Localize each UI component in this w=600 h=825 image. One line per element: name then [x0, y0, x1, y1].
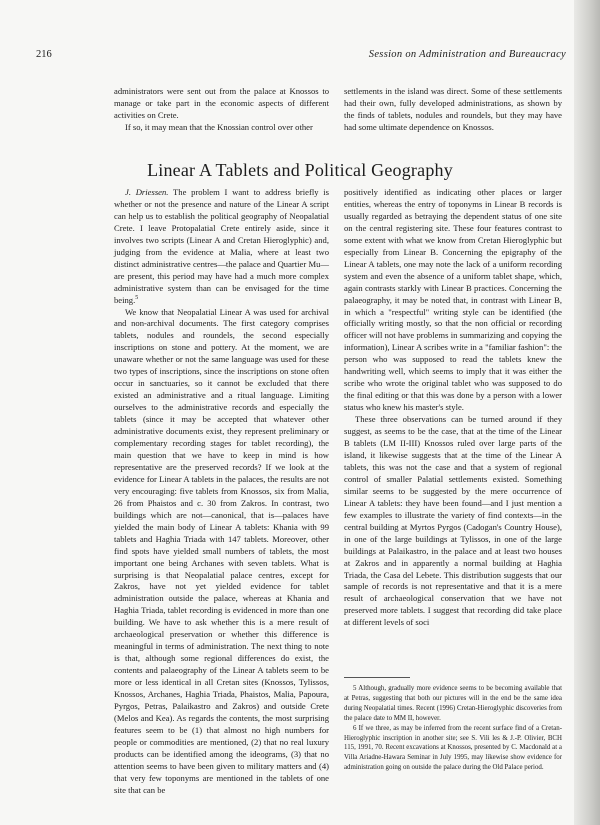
page-number: 216 — [36, 49, 52, 60]
section-heading: Linear A Tablets and Political Geography — [147, 160, 453, 180]
top-right-column — [344, 86, 562, 134]
paragraph — [114, 187, 329, 307]
running-title: Session on Administration and Bureaucracy — [368, 49, 566, 60]
footnote: 6 If we three, as may be inferred from the recent surface find of a Cretan-Hieroglyphic inscription in another site; see S. Vili les & J.-P. Olivier, BCH 115, 1991, 70. Recent excavations at Knossos, presented by C. Macdonald at a Villa Ariadne-Hawara Seminar in July 1995, may likewise show evidence for administration going on outside the palace during the Old Palace period. — [344, 724, 562, 772]
footnote: 5 Although, gradually more evidence seems to be becoming available that at Petras, suggesting that both our pictures will in the end be the same idea during Neopalatial times. Recent (1996) Cretan-Hieroglyphic discoveries from the palace date to MM II, however. — [344, 685, 562, 722]
page-gutter-shadow — [574, 0, 600, 825]
paragraph: These three observations can be turned around if they suggest, as seems to be the case, that at the time of the Linear B tablets (LM II-III) Knossos ruled over large parts of the island, it likewise suggests that at the time of the Linear A tablets, this was not the case and that a system of regional control of smaller Palatial settlements existed. Something similar seems to be suggested by the mere occurrence of Linear A tablets: they have been found—and I just mention a few examples to illustrate the variety of find contexts—in the central building at Myrtos Pyrgos (Cadogan's Country House), in one of the large buildings at Tylissos, in one of the large buildings at Palaikastro, in the palace and at least two houses at Zakros and in apparently a normal building at Haghia Triada, the Casa del Lebete. This distribution suggests that our sample of records is not representative and that it is a mere result of archaeological conservation that we have not preserved more tablets. I suggest that recording did take place at different levels of soci — [344, 414, 562, 628]
paragraph: If so, it may mean that the Knossian control over other — [125, 121, 313, 132]
footnote-divider — [344, 677, 410, 678]
paragraph: administrators were sent out from the palace at Knossos to manage or take part in the economic aspects of different activities on Crete. — [114, 86, 329, 120]
footnotes — [344, 684, 562, 773]
paragraph: positively identified as indicating other places or larger entities, whereas the entry of toponyms in Linear B records is usually regarded as betraying the dependent status of one site on the central registering site. These four features contrast to some extent with what we know from Cretan Hieroglyphic but especially from Linear B. Concerning the epigraphy of the Linear A tablets, one may note the lack of a uniform recording system and even the absence of a uniform tablet shape, which, again contrasts starkly with Linear B practices. Concerning the palaeography, it may be noted that, in contrast with Linear B, in which a "respectful" writing style can be identified (the officially writing mostly, so that the non official or recording officer will not have problems in summarizing and copying the information), Linear A scribes write in a "familiar fashion": the person who was supposed to read the tablets knew the handwriting well, which seems to imply that it was either the scribe who wrote the original tablet who was supposed to do the final editing or that this was done by a person with a lower status who knew his master's style. — [344, 187, 562, 413]
body-right-column — [344, 187, 562, 629]
paragraph: settlements in the island was direct. Some of these settlements had their own, fully developed administrations, as shown by the finds of tablets, nodules and roundels, but they may have had some ultimate dependence on Knossos. — [344, 86, 562, 132]
paragraph: We know that Neopalatial Linear A was used for archival and non-archival documents. The first category comprises tablets, nodules and roundels, the second especially inscriptions on stone and pottery. At the moment, we are unaware whether or not the same language was used for these two types of inscriptions, since the inscriptions on stone often occur in sanctuaries, so it cannot be excluded that there existed an administrative and a ritual language. Limiting ourselves to the administrative records and especially the tablets (since it may be accepted that whatever other administrative documents exist, they represent preliminary or complementary recording stages for tablet recording), the main question that we have to keep in mind is how representative are the preserved records? If we look at the evidence for Linear A tablets in the palaces, the results are not very encouraging: five tablets from Knossos, six from Malia, 26 from Phaistos and c. 30 from Zakros. In contrast, two buildings which are not—canonical, that is—palaces have yielded the main body of Linear A tablets: Khania with 99 tablets and Haghia Triada with 147 tablets. Moreover, other find spots have yielded small numbers of tablets, the most important one being Archanes with seven tablets. What is surprising is that Neopalatial palace centres, except for Zakros, have not yet yielded evidence for tablet administration outside the palace, whereas at Khania and Haghia Triada, tablet recording is evidenced in more than one building. We have to ask whether this is a mere result of archaeological preservation or whether this difference is meaningful in terms of administration. The next thing to note is that, although some regional differences do exist, the contents and palaeography of the Linear A tablets seem to be more or less identical in all Cretan sites (Knossos, Tylissos, Knossos, Archanes, Haghia Triada, Phaistos, Malia, Papoura, Pyrgos, Petras, Palaikastro and Zakros) and outside Crete (Melos and Kea). As regards the contents, the most surprising features seem to be (1) that almost no high numbers for people or commodities are mentioned, (2) that no real luxury products can be identified among the ideograms, (3) that no attention seems to have been given to military matters and (4) that very few toponyms are mentioned in the tablets of one site that can be — [114, 306, 329, 795]
footnote-ref: 5 — [135, 294, 139, 301]
top-left-column — [114, 86, 329, 134]
running-header — [36, 49, 566, 63]
author-name: J. Driessen. — [125, 187, 169, 197]
paragraph-text: The problem I want to address briefly is whether or not the presence and nature of the Linear A script can help us to establish the political geography of Neopalatial Crete. I leave Protopalatial Crete entirely aside, since it involves two scripts (Linear A and Cretan Hieroglyphic) and, judging from the evidence at Malia, where at least two distinct administrative centres—the palace and Quartier Mu—are present, this period may have had a much more complex administrative system than can be envisaged for the time being. — [114, 187, 329, 305]
body-left-column — [114, 187, 329, 797]
